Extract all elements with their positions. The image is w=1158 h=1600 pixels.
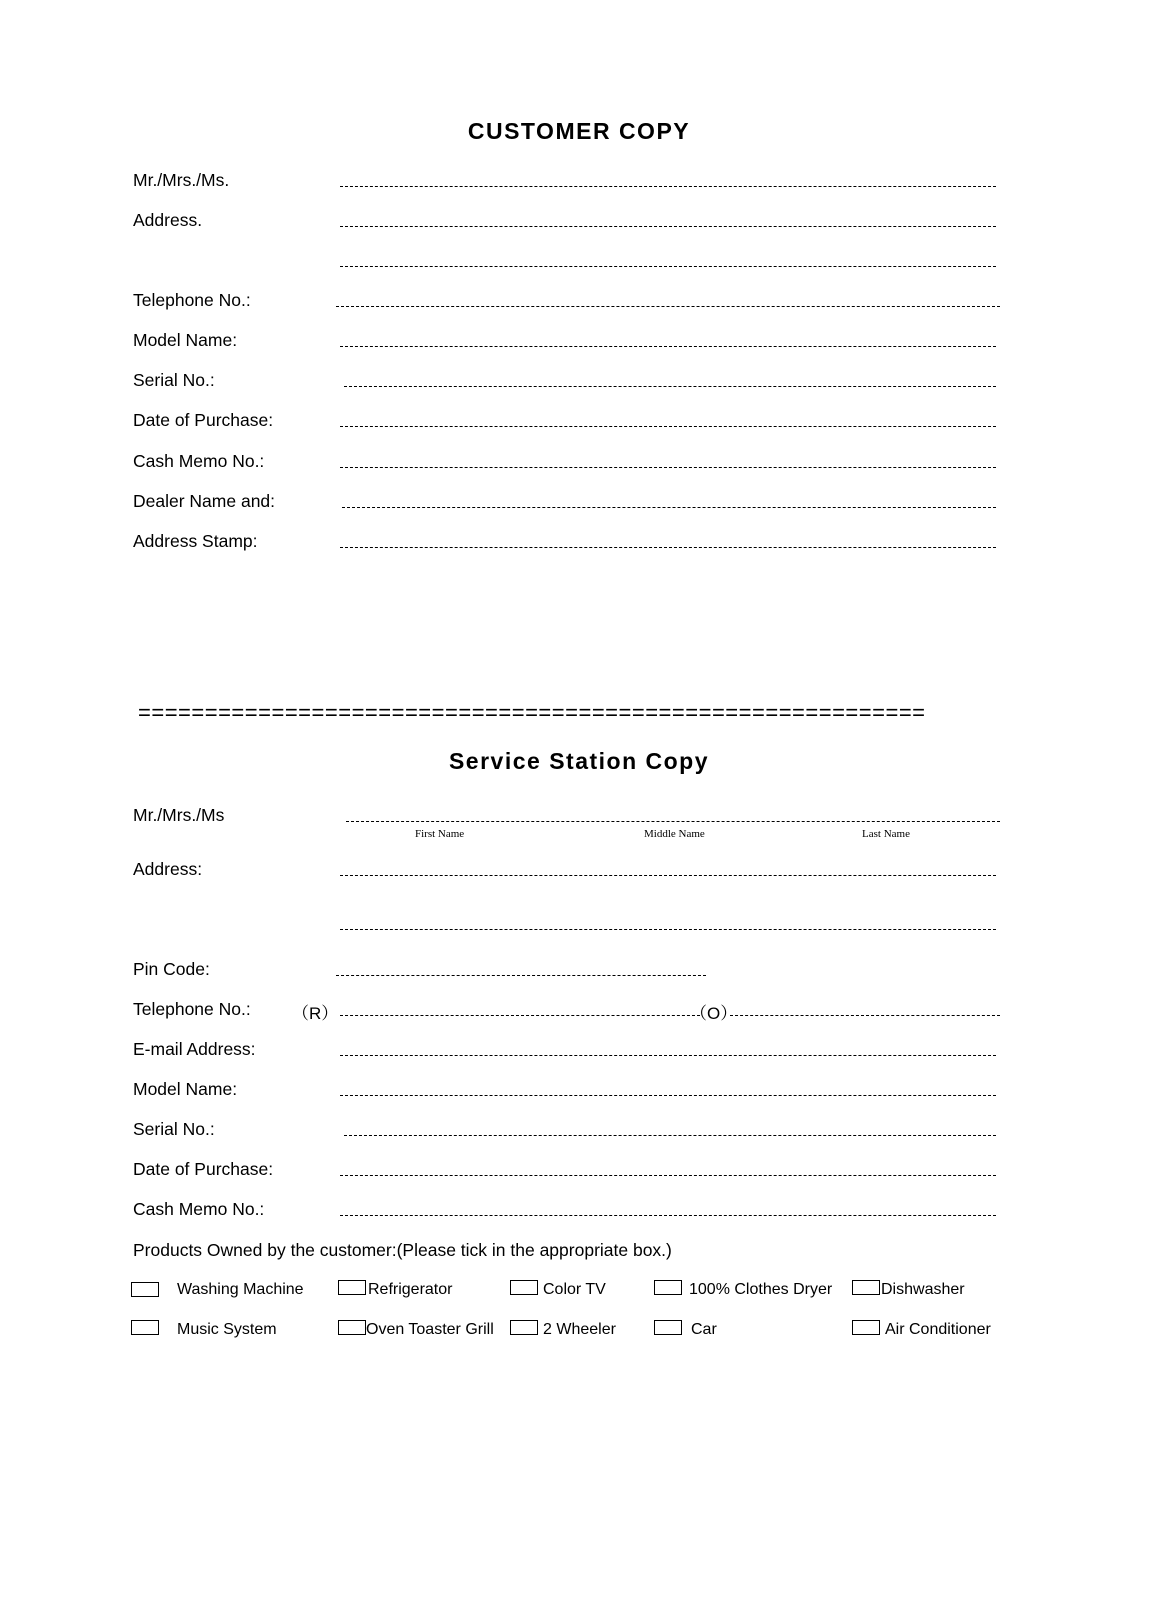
customer-dealer-label: Dealer Name and: [133, 491, 276, 511]
color-tv-checkbox[interactable] [510, 1280, 538, 1295]
section-divider: =========================================================== [138, 700, 926, 725]
service-name-line[interactable] [346, 821, 1000, 822]
service-memo-line[interactable] [340, 1215, 996, 1216]
color-tv-label: Color TV [543, 1281, 606, 1298]
customer-telephone-line[interactable] [336, 306, 1000, 307]
service-model-label: Model Name: [133, 1079, 238, 1099]
customer-telephone-label: Telephone No.: [133, 290, 251, 310]
service-purchase-date-line[interactable] [340, 1175, 996, 1176]
customer-address-line-2[interactable] [340, 266, 996, 267]
customer-name-label: Mr./Mrs./Ms. [133, 170, 230, 190]
music-system-checkbox[interactable] [131, 1320, 159, 1335]
service-address-line-2[interactable] [340, 929, 996, 930]
service-name-label: Mr./Mrs./Ms [133, 805, 225, 825]
oven-toaster-grill-label: Oven Toaster Grill [366, 1321, 494, 1338]
first-name-caption: First Name [415, 828, 465, 840]
clothes-dryer-label: 100% Clothes Dryer [689, 1281, 833, 1298]
service-telephone-label: Telephone No.: [133, 999, 251, 1019]
washing-machine-label: Washing Machine [177, 1281, 304, 1298]
service-address-line-1[interactable] [340, 875, 996, 876]
customer-model-line[interactable] [340, 346, 996, 347]
customer-memo-line[interactable] [340, 467, 996, 468]
refrigerator-checkbox[interactable] [338, 1280, 366, 1295]
dishwasher-label: Dishwasher [881, 1281, 965, 1298]
service-telephone-office-line[interactable] [730, 1015, 1000, 1016]
customer-purchase-date-line[interactable] [340, 426, 996, 427]
clothes-dryer-checkbox[interactable] [654, 1280, 682, 1295]
car-checkbox[interactable] [654, 1320, 682, 1335]
dishwasher-checkbox[interactable] [852, 1280, 880, 1295]
customer-memo-label: Cash Memo No.: [133, 451, 265, 471]
two-wheeler-label: 2 Wheeler [543, 1321, 616, 1338]
service-memo-label: Cash Memo No.: [133, 1199, 265, 1219]
two-wheeler-checkbox[interactable] [510, 1320, 538, 1335]
car-label: Car [691, 1321, 717, 1338]
service-email-label: E-mail Address: [133, 1039, 256, 1059]
customer-address-line-1[interactable] [340, 226, 996, 227]
customer-purchase-date-label: Date of Purchase: [133, 410, 274, 430]
oven-toaster-grill-checkbox[interactable] [338, 1320, 366, 1335]
service-copy-title: Service Station Copy [448, 748, 710, 774]
office-tag: （O） [690, 1004, 738, 1023]
service-telephone-residence-line[interactable] [340, 1015, 700, 1016]
customer-address-label: Address. [133, 210, 203, 230]
residence-tag: （R） [292, 1004, 339, 1023]
customer-dealer-line[interactable] [342, 507, 996, 508]
service-email-line[interactable] [340, 1055, 996, 1056]
service-address-label: Address: [133, 859, 203, 879]
customer-copy-title: CUSTOMER COPY [467, 118, 691, 144]
service-model-line[interactable] [340, 1095, 996, 1096]
refrigerator-label: Refrigerator [368, 1281, 453, 1298]
service-serial-line[interactable] [344, 1135, 996, 1136]
middle-name-caption: Middle Name [644, 828, 705, 840]
service-purchase-date-label: Date of Purchase: [133, 1159, 274, 1179]
customer-stamp-line[interactable] [340, 547, 996, 548]
washing-machine-checkbox[interactable] [131, 1282, 159, 1297]
customer-serial-line[interactable] [344, 386, 996, 387]
customer-serial-label: Serial No.: [133, 370, 215, 390]
last-name-caption: Last Name [862, 828, 910, 840]
air-conditioner-label: Air Conditioner [885, 1321, 991, 1338]
service-pin-label: Pin Code: [133, 959, 210, 979]
music-system-label: Music System [177, 1321, 277, 1338]
service-serial-label: Serial No.: [133, 1119, 215, 1139]
service-pin-line[interactable] [336, 975, 706, 976]
products-prompt: Products Owned by the customer:(Please tick in the appropriate box.) [133, 1240, 672, 1260]
customer-model-label: Model Name: [133, 330, 238, 350]
customer-name-line[interactable] [340, 186, 996, 187]
air-conditioner-checkbox[interactable] [852, 1320, 880, 1335]
customer-stamp-label: Address Stamp: [133, 531, 258, 551]
